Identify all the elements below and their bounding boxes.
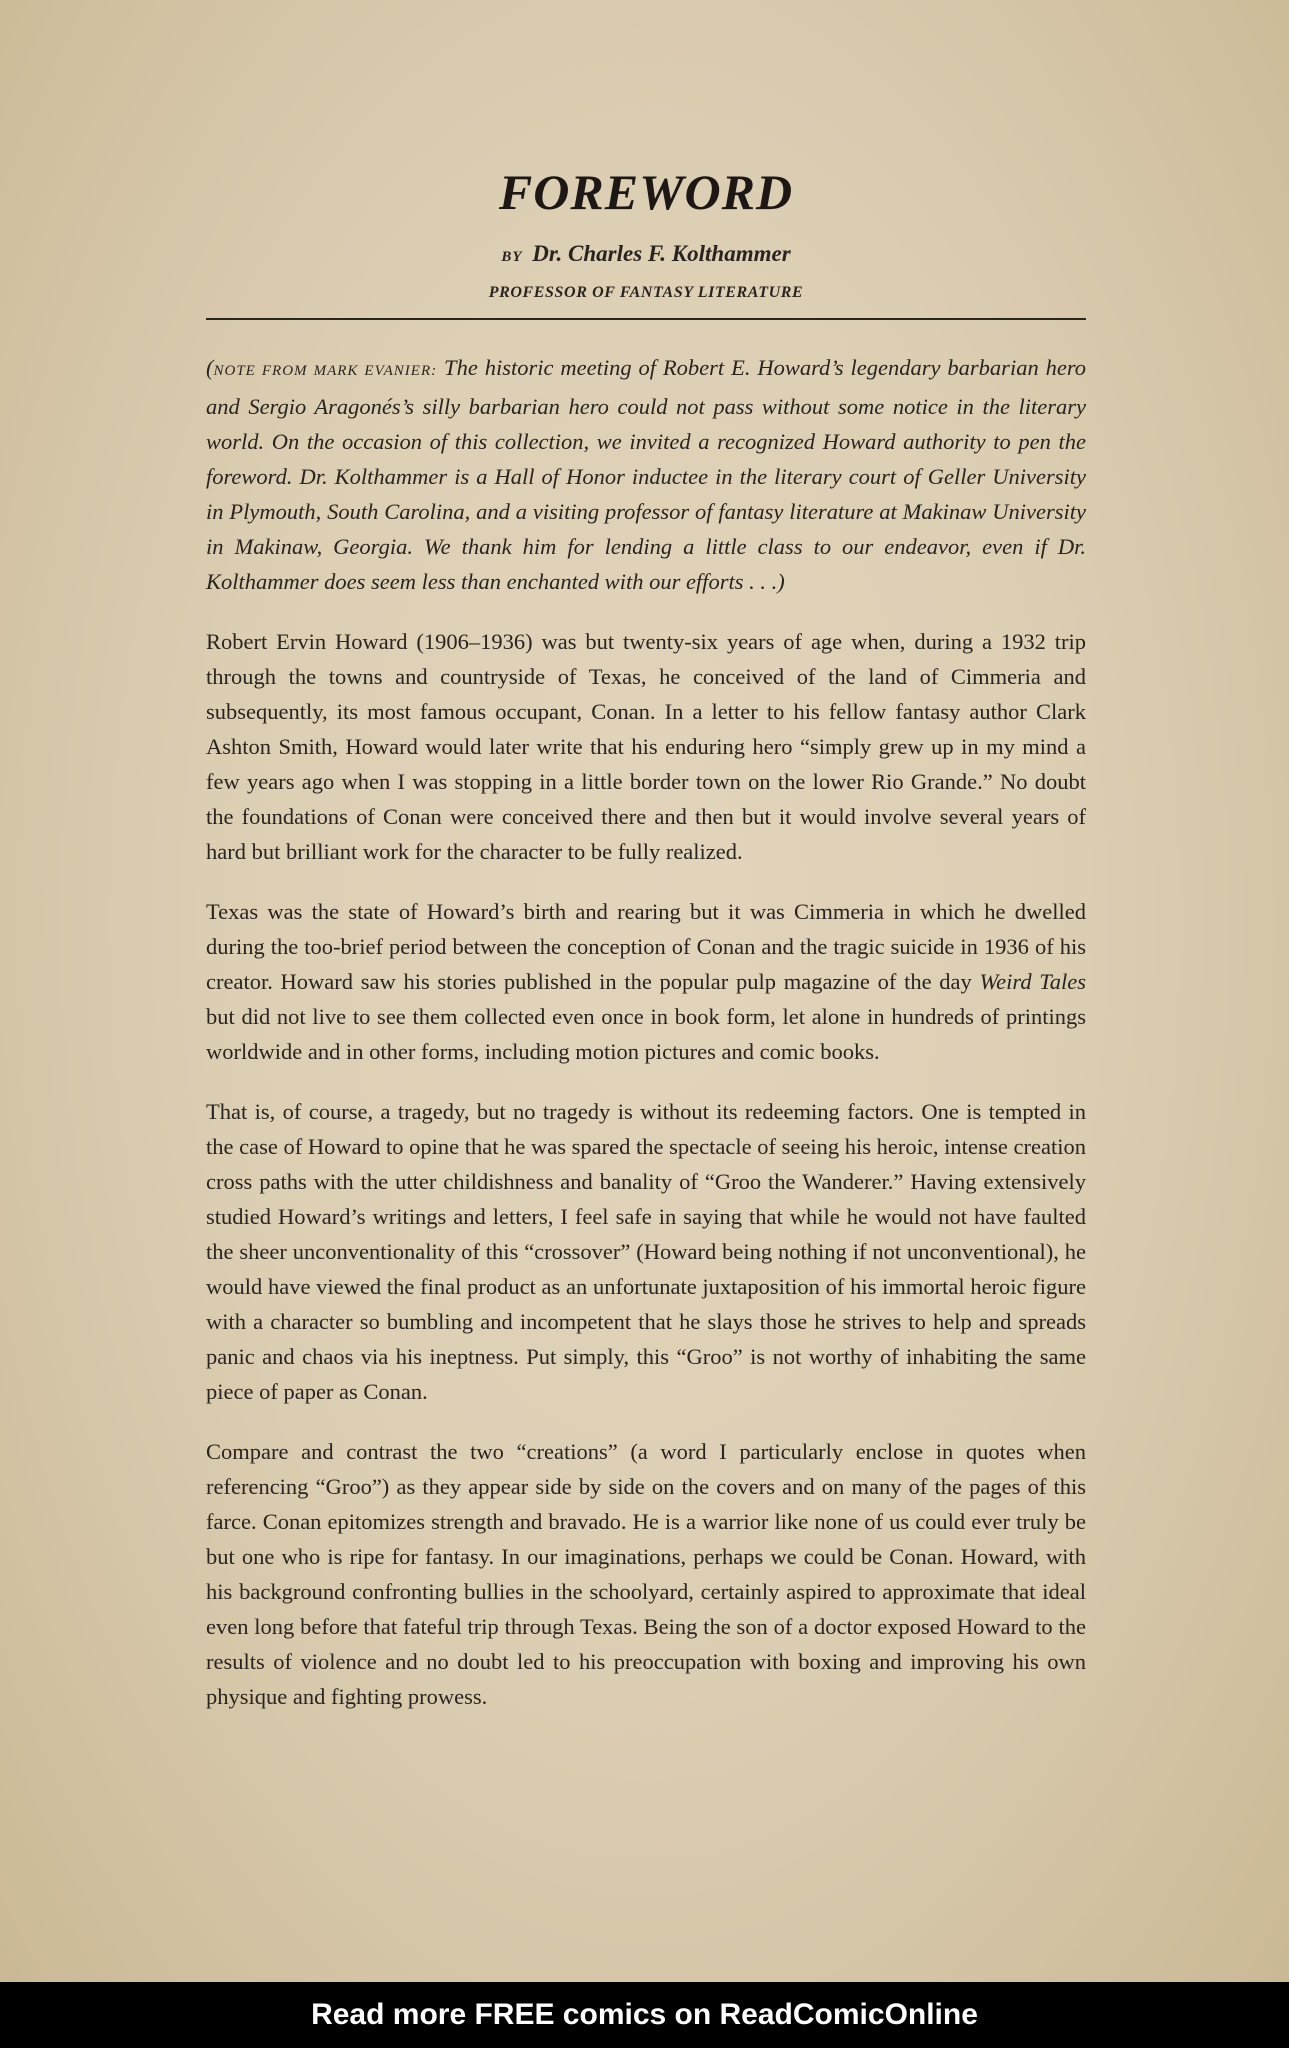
note-open-paren: (	[206, 355, 214, 380]
note-lead: NOTE FROM MARK EVANIER:	[213, 363, 438, 379]
author-name: Dr. Charles F. Kolthammer	[532, 241, 791, 266]
editor-note	[206, 350, 1086, 599]
paragraph-1: Robert Ervin Howard (1906–1936) was but twenty-six years of age when, during a 1932 trip through the towns and countryside of Texas, he conceived of the land of Cimmeria and subsequently, its most famous occupant, Conan. In a letter to his fellow fantasy author Clark Ashton Smith, Howard would later write that his enduring hero “simply grew up in my mind a few years ago when I was stopping in a little border town on the lower Rio Grande.” No doubt the foundations of Conan were conceived there and then but it would involve several years of hard but brilliant work for the character to be fully realized.	[206, 629, 1086, 864]
paragraph-3: That is, of course, a tragedy, but no tragedy is without its redeeming factors. One is tempted in the case of Howard to opine that he was spared the spectacle of seeing his heroic, intense creation cross paths with the utter childishness and banality of “Groo the Wanderer.” Having extensively studied Howard’s writings and letters, I feel safe in saying that while he would not have faulted the sheer unconventionality of this “crossover” (Howard being nothing if not unconventional), he would have viewed the final product as an unfortunate juxtaposition of his immortal heroic figure with a character so bumbling and incompetent that he slays those he strives to help and spreads panic and chaos via his ineptness. Put simply, this “Groo” is not worthy of inhabiting the same piece of paper as Conan.	[206, 1099, 1086, 1404]
paragraph-2-end: but did not live to see them collected even once in book form, let alone in hundreds of printings worldwide and in other forms, including motion pictures and comic books.	[206, 1004, 1086, 1064]
header-divider	[206, 318, 1086, 320]
note-text: The historic meeting of Robert E. Howard’s legendary barbarian hero and Sergio Aragonés’s silly barbarian hero could not pass without some notice in the literary world. On the occasion of this collection, we invited a recognized Howard authority to pen the foreword. Dr. Kolthammer is a Hall of Honor inductee in the literary court of Geller University in Plymouth, South Carolina, and a visiting professor of fantasy literature at Makinaw University in Makinaw, Georgia. We thank him for lending a little class to our endeavor, even if Dr. Kolthammer does seem less than enchanted with our efforts . . .)	[206, 355, 1087, 594]
paragraph-4: Compare and contrast the two “creations” (a word I particularly enclose in quotes when referencing “Groo”) as they appear side by side on the covers and on many of the pages of this farce. Conan epitomizes strength and bravado. He is a warrior like none of us could ever truly be but one who is ripe for fantasy. In our imaginations, perhaps we could be Conan. Howard, with his background confronting bullies in the schoolyard, certainly aspired to approximate that ideal even long before that fateful trip through Texas. Being the son of a doctor exposed Howard to the results of violence and no doubt led to his preoccupation with boxing and improving his own physique and fighting prowess.	[206, 1439, 1086, 1709]
paragraph-2	[206, 894, 1086, 1069]
promo-link-text[interactable]: Read more FREE comics on ReadComicOnline	[311, 1998, 978, 2031]
paragraph-2-start: Texas was the state of Howard’s birth and rearing but it was Cimmeria in which he dwelled during the too-brief period between the conception of Conan and the tragic suicide in 1936 of his creator. Howard saw his stories published in the popular pulp magazine of the day	[206, 899, 1086, 994]
byline	[206, 240, 1086, 271]
promo-banner[interactable]	[0, 1982, 1289, 2048]
magazine-title: Weird Tales	[979, 969, 1086, 994]
author-title: PROFESSOR OF FANTASY LITERATURE	[488, 284, 804, 301]
byline-prefix: BY	[501, 249, 523, 265]
foreword-header	[206, 160, 1086, 303]
page-title: FOREWORD	[498, 164, 794, 220]
foreword-body	[206, 350, 1086, 1739]
